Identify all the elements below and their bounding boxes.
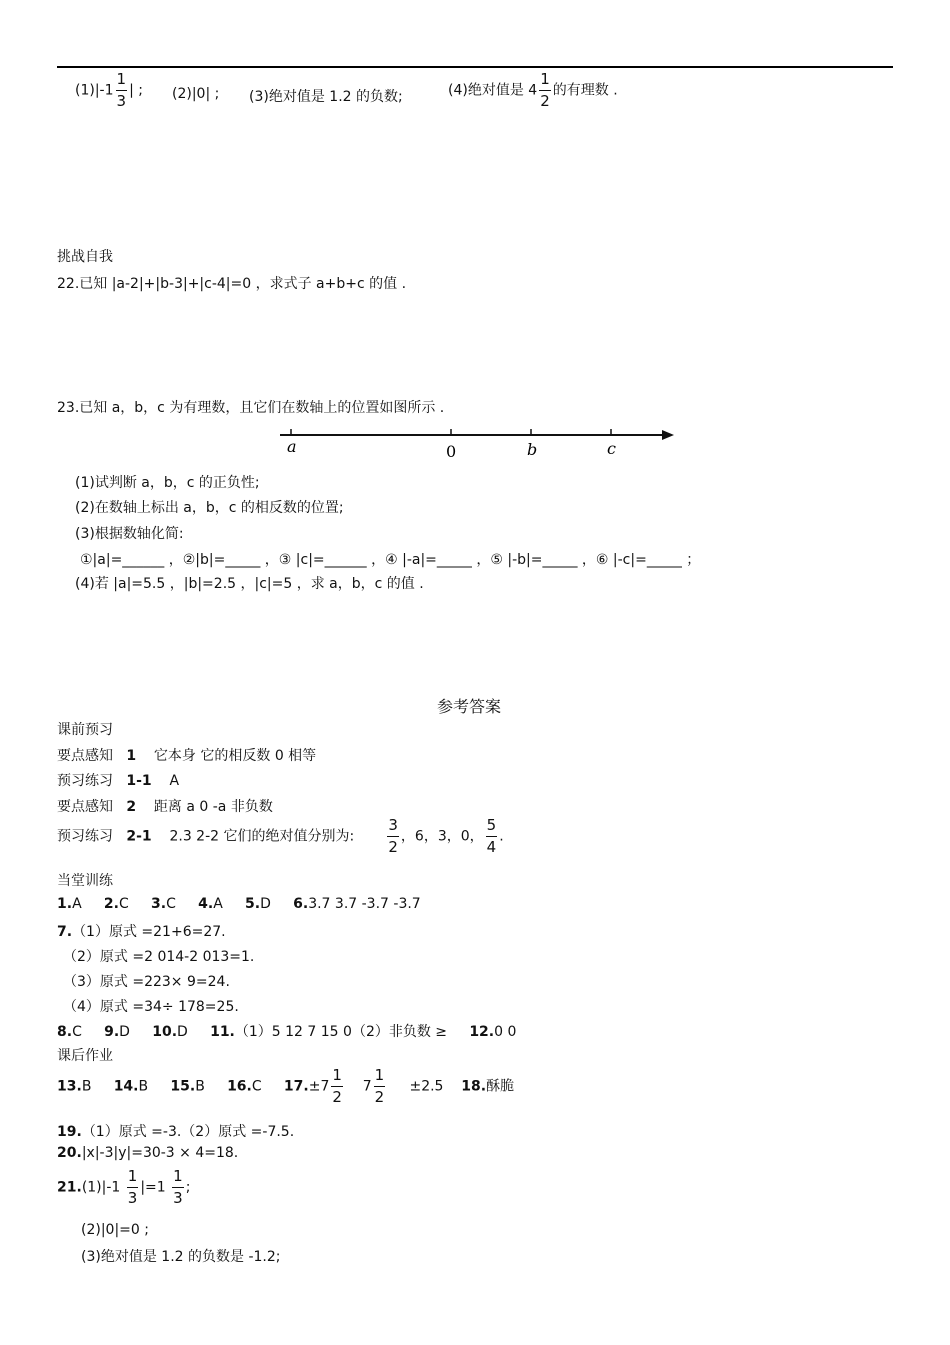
q23-sub3: (3)根据数轴化简:	[75, 526, 184, 542]
q21-answer-part3: (3)绝对值是 1.2 的负数是 -1.2;	[81, 1249, 281, 1265]
challenge-heading: 挑战自我	[57, 249, 113, 265]
fraction: $\frac{1}{3}$	[116, 70, 127, 110]
fraction: $\frac{1}{2}$	[374, 1066, 385, 1106]
practice-1: 预习练习 1-1 A	[57, 773, 180, 789]
q7-part4: （4）原式 =34÷ 178=25.	[63, 999, 239, 1015]
top-rule	[57, 66, 893, 68]
fraction: $\frac{1}{3}$	[127, 1167, 138, 1207]
q20-answer: 20.|x|-3|y|=30-3 × 4=18.	[57, 1145, 239, 1161]
label-b: b	[527, 440, 538, 459]
answers-row-13: 13.B 14.B 15.B 16.C 17.±7 $\frac{1}{2}$ 7 $\frac{1}{2}$ ±2.5 18.酥脆	[57, 1066, 515, 1106]
fraction: $\frac{1}{2}$	[540, 70, 550, 110]
practice-2: 预习练习 2-1 2.3 2-2 它们的绝对值分别为: $\frac{3}{2}$ ，6，3，0， $\frac{5}{4}$ .	[57, 816, 504, 856]
q21-answer-part1: 21.(1)|-1 $\frac{1}{3}$ |=1 $\frac{1}{3}$ ;	[57, 1167, 191, 1207]
label-a: a	[287, 437, 297, 456]
q21-part3: (3)绝对值是 1.2 的负数;	[249, 89, 403, 105]
label-zero: 0	[446, 442, 457, 461]
fraction: $\frac{1}{2}$	[332, 1066, 342, 1106]
fraction: $\frac{3}{2}$	[388, 816, 398, 856]
number-line	[270, 420, 690, 466]
question-23-stem: 23.已知 a，b，c 为有理数，且它们在数轴上的位置如图所示 .	[57, 400, 445, 416]
q7-part3: （3）原式 =223× 9=24.	[63, 974, 230, 990]
key-point-1: 要点感知 1 它本身 它的相反数 0 相等	[57, 748, 317, 764]
answers-row-1: 1.A 2.C 3.C 4.A 5.D 6.3.7 3.7 -3.7 -3.7	[57, 896, 421, 912]
homework-heading: 课后作业	[57, 1048, 113, 1064]
q21-part4: (4)绝对值是 4 $\frac{1}{2}$ 的有理数 .	[448, 70, 618, 110]
q23-sub1: (1)试判断 a，b，c 的正负性;	[75, 475, 260, 491]
preview-heading: 课前预习	[57, 722, 113, 738]
key-point-2: 要点感知 2 距离 a 0 -a 非负数	[57, 799, 273, 815]
q21-answer-part2: (2)|0|=0 ;	[81, 1222, 149, 1238]
label-c: c	[607, 439, 616, 458]
question-22: 22.已知 |a-2|+|b-3|+|c-4|=0 ，求式子 a+b+c 的值 .	[57, 276, 407, 292]
answers-row-8: 8.C 9.D 10.D 11.（1）5 12 7 15 0（2）非负数 ≥ 12.0 0	[57, 1024, 517, 1040]
q21-part2: (2)|0| ;	[172, 86, 220, 102]
q7-part2: （2）原式 =2 014-2 013=1.	[63, 949, 255, 965]
q21-part1: (1)|-1 $\frac{1}{3}$ | ;	[75, 70, 143, 110]
q7-part1: 7.（1）原式 =21+6=27.	[57, 924, 226, 940]
q23-sub2: (2)在数轴上标出 a，b，c 的相反数的位置;	[75, 500, 344, 516]
answers-title: 参考答案	[437, 697, 502, 716]
axis-arrow	[662, 430, 674, 440]
q23-sub4: (4)若 |a|=5.5 ，|b|=2.5 ，|c|=5 ，求 a，b，c 的值 .	[75, 576, 424, 592]
fraction: $\frac{5}{4}$	[486, 816, 497, 856]
fraction: $\frac{1}{3}$	[173, 1167, 183, 1207]
q23-blanks: ①|a|=______ ，②|b|=_____ ，③ |c|=______ ，④ |-a|=_____ ，⑤ |-b|=_____ ，⑥ |-c|=_____ ；	[80, 552, 701, 568]
class-heading: 当堂训练	[57, 873, 113, 889]
q19-answer: 19.（1）原式 =-3.（2）原式 =-7.5.	[57, 1124, 295, 1140]
